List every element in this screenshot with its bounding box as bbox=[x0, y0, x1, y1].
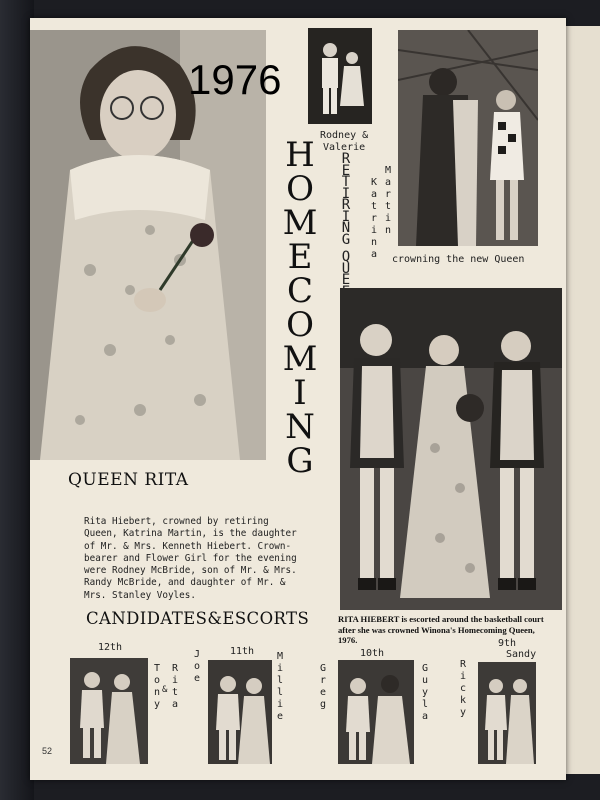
escort-illustration bbox=[340, 288, 562, 610]
crowning-illustration bbox=[398, 30, 538, 246]
name-letter: M bbox=[276, 651, 284, 662]
name-tony bbox=[152, 664, 162, 712]
name-letter: y bbox=[421, 687, 429, 698]
retiring-letter: E bbox=[341, 162, 351, 179]
name-millie bbox=[275, 652, 285, 724]
name-letter: y bbox=[153, 699, 161, 710]
name-letter: R bbox=[171, 663, 179, 674]
name-letter: l bbox=[421, 699, 429, 710]
candidates-escorts-heading: CANDIDATES&ESCORTS bbox=[86, 609, 310, 628]
title-letter: O bbox=[286, 305, 314, 345]
yearbook-page bbox=[30, 18, 566, 780]
katrina-letter: K bbox=[370, 177, 378, 188]
grade-10th: 10th bbox=[360, 648, 385, 659]
name-letter: i bbox=[276, 663, 284, 674]
name-letter: g bbox=[319, 699, 327, 710]
retiring-letter: I bbox=[341, 208, 351, 225]
katrina-letter: n bbox=[370, 237, 378, 248]
retiring-letter: R bbox=[341, 197, 351, 213]
rodney-valerie-photo bbox=[308, 28, 372, 124]
martin-letter: t bbox=[384, 201, 392, 212]
book-binding bbox=[0, 0, 34, 800]
name-letter: o bbox=[193, 661, 201, 672]
name-letter: l bbox=[276, 687, 284, 698]
name-letter: n bbox=[153, 687, 161, 698]
name-letter: i bbox=[459, 671, 467, 682]
rodney-valerie-illustration bbox=[308, 28, 372, 124]
candidate-photo-11th bbox=[208, 660, 272, 764]
ampersand: & bbox=[162, 685, 168, 695]
homecoming-title bbox=[282, 135, 318, 481]
name-letter: k bbox=[459, 695, 467, 706]
martin-letter: n bbox=[384, 225, 392, 236]
facing-page-edge bbox=[566, 26, 600, 774]
martin-letter: i bbox=[384, 213, 392, 224]
name-letter: y bbox=[459, 707, 467, 718]
retiring-letter: N bbox=[341, 220, 351, 236]
title-letter: E bbox=[287, 237, 313, 277]
katrina-letter: t bbox=[370, 201, 378, 212]
candidate-photo-12th bbox=[70, 658, 148, 764]
katrina-letter: r bbox=[370, 213, 378, 224]
katrina-label bbox=[368, 178, 380, 262]
name-joe bbox=[192, 650, 202, 686]
retiring-letter: E bbox=[341, 272, 351, 288]
name-letter: u bbox=[421, 675, 429, 686]
name-letter: i bbox=[276, 699, 284, 710]
name-sandy: Sandy bbox=[506, 649, 537, 660]
escort-caption: RITA HIEBERT is escorted around the basketball court after she was crowned Winona's Homecoming Queen, 1976. bbox=[338, 614, 544, 645]
candidate-12th-illustration bbox=[70, 658, 148, 764]
queen-rita-heading: QUEEN RITA bbox=[68, 470, 189, 490]
candidate-photo-10th bbox=[338, 660, 414, 764]
name-letter: l bbox=[276, 675, 284, 686]
martin-letter: M bbox=[384, 165, 392, 176]
name-letter: e bbox=[193, 673, 201, 684]
name-rita bbox=[170, 664, 180, 712]
title-letter: N bbox=[285, 407, 315, 447]
name-guyla bbox=[420, 664, 430, 724]
title-letter: I bbox=[293, 373, 307, 413]
martin-label bbox=[382, 166, 394, 238]
grade-9th: 9th bbox=[498, 638, 517, 649]
katrina-letter: i bbox=[370, 225, 378, 236]
name-letter: T bbox=[153, 663, 161, 674]
name-letter: i bbox=[171, 675, 179, 686]
name-letter: c bbox=[459, 683, 467, 694]
candidate-11th-illustration bbox=[208, 660, 272, 764]
retiring-letter: I bbox=[341, 185, 351, 202]
title-letter: M bbox=[282, 339, 318, 379]
candidate-10th-illustration bbox=[338, 660, 414, 764]
retiring-letter: Q bbox=[341, 249, 351, 265]
name-letter: r bbox=[319, 675, 327, 686]
candidate-9th-illustration bbox=[478, 662, 536, 764]
title-letter: M bbox=[282, 203, 318, 243]
crowning-caption: crowning the new Queen bbox=[392, 254, 525, 265]
name-ricky bbox=[458, 660, 468, 720]
candidate-photo-9th bbox=[478, 662, 536, 764]
title-letter: H bbox=[285, 135, 315, 175]
page-number: 52 bbox=[42, 746, 53, 756]
name-greg bbox=[318, 664, 328, 712]
year-overlay: 1976 bbox=[188, 56, 282, 103]
martin-letter: a bbox=[384, 177, 392, 188]
grade-11th: 11th bbox=[230, 646, 255, 657]
name-letter: a bbox=[421, 711, 429, 722]
retiring-letter: T bbox=[341, 174, 351, 190]
queen-rita-body-text: Rita Hiebert, crowned by retiring Queen, Katrina Martin, is the daughter of Mr. & Mrs. Kenneth Hiebert. Crown- bearer and Flower Girl for the evening were Rodney McBride, son of Mr. & Mrs. Randy McBride, and daughter of Mr. & Mrs. Stanley Voyles. bbox=[84, 516, 297, 601]
rodney-valerie-caption: Rodney & Valerie bbox=[320, 130, 369, 153]
escort-photo bbox=[340, 288, 562, 610]
name-letter: a bbox=[171, 699, 179, 710]
retiring-letter: R bbox=[341, 151, 351, 167]
retiring-letter: G bbox=[341, 231, 351, 248]
title-letter: G bbox=[286, 441, 314, 481]
name-letter: J bbox=[193, 649, 201, 660]
retiring-queen-label bbox=[336, 152, 356, 308]
name-letter: o bbox=[153, 675, 161, 686]
title-letter: O bbox=[286, 169, 314, 209]
title-letter: C bbox=[286, 271, 313, 311]
name-letter: R bbox=[459, 659, 467, 670]
name-letter: e bbox=[319, 687, 327, 698]
martin-letter: r bbox=[384, 189, 392, 200]
retiring-letter: U bbox=[341, 260, 351, 277]
crowning-photo bbox=[398, 30, 538, 246]
name-letter: e bbox=[276, 711, 284, 722]
name-letter: t bbox=[171, 687, 179, 698]
katrina-letter: a bbox=[370, 189, 378, 200]
name-letter: G bbox=[421, 663, 429, 674]
grade-12th: 12th bbox=[98, 642, 123, 653]
name-letter: G bbox=[319, 663, 327, 674]
katrina-letter: a bbox=[370, 249, 378, 260]
